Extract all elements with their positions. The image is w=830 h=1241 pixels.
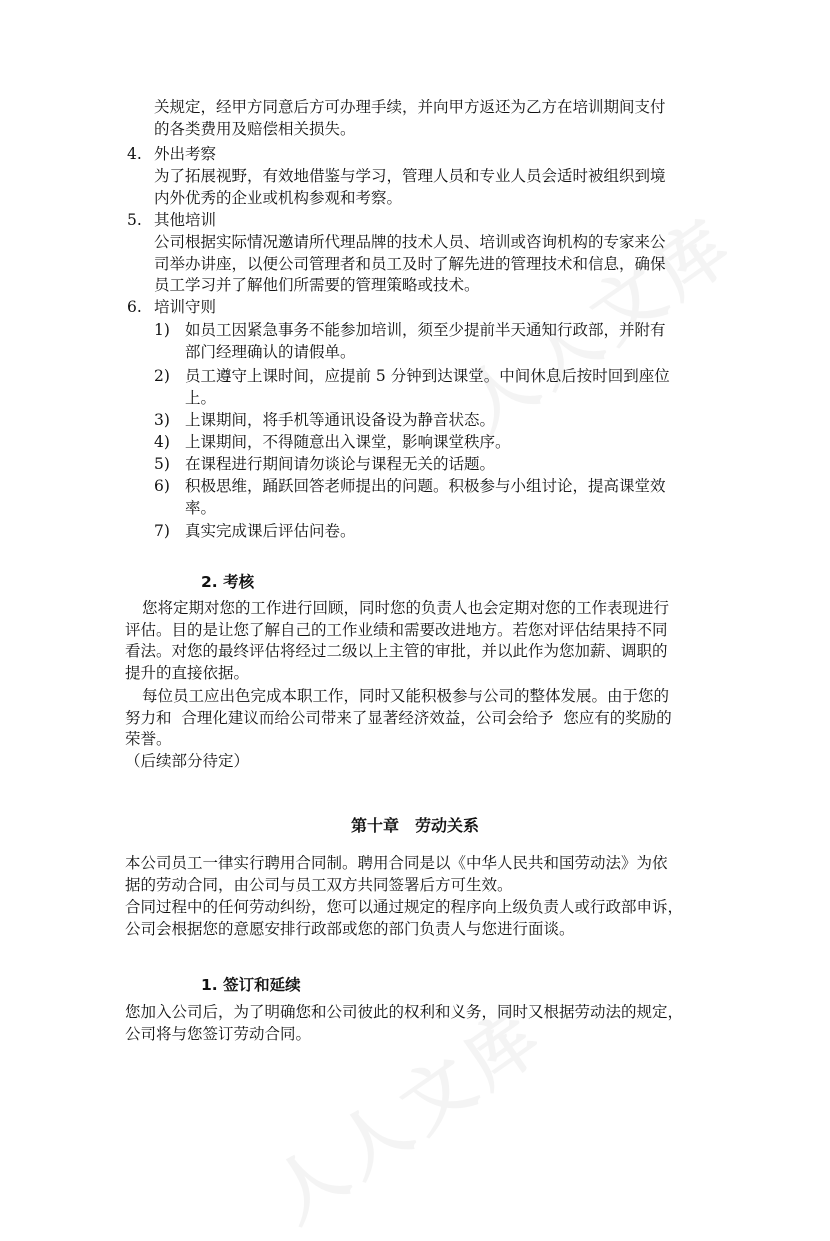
section-5-heading: 5. 其他培训 — [127, 211, 217, 229]
rule-item-cont: 率。 — [185, 499, 217, 517]
rule-item-cont: 上。 — [185, 389, 217, 407]
rule-item: 5) 在课程进行期间请勿谈论与课程无关的话题。 — [154, 455, 496, 473]
rule-item: 2) 员工遵守上课时间，应提前 5 分钟到达课堂。中间休息后按时回到座位 — [154, 367, 670, 385]
rule-item: 3) 上课期间，将手机等通讯设备设为静音状态。 — [154, 411, 496, 429]
rule-item: 6) 积极思维，踊跃回答老师提出的问题。积极参与小组讨论，提高课堂效 — [154, 477, 666, 495]
signing-paragraph: 您加入公司后，为了明确您和公司彼此的权利和义务，同时又根据劳动法的规定， 公司将与您签订劳动合同。 — [125, 1003, 684, 1043]
assessment-paragraph-2: 每位员工应出色完成本职工作，同时又能积极参与公司的整体发展。由于您的 努力和 合理化建议而给公司带来了显著经济效益，公司会给予 您应有的奖励的 荣誉。 — [125, 687, 672, 749]
section-heading-assessment: 2. 考核 — [201, 573, 255, 591]
chapter-paragraph-1: 本公司员工一律实行聘用合同制。聘用合同是以《中华人民共和国劳动法》为依 据的劳动合同，由公司与员工双方共同签署后方可生效。 — [125, 854, 668, 894]
chapter-paragraph-2: 合同过程中的任何劳动纠纷，您可以通过规定的程序向上级负责人或行政部申诉， 公司会根据您的意愿安排行政部或您的部门负责人与您进行面谈。 — [125, 898, 684, 938]
section-6-heading: 6. 培训守则 — [127, 298, 217, 316]
assessment-paragraph-1: 您将定期对您的工作进行回顾，同时您的负责人也会定期对您的工作表现进行 评估。目的是让您了解自己的工作业绩和需要改进地方。若您对评估结果持不同 看法。对您的最终评估将经过二级以上主管的审批，并以此作为您加薪、调职的 提升的直接依据。 — [125, 599, 670, 683]
section-4-heading: 4. 外出考察 — [127, 145, 217, 163]
section-4-body: 为了拓展视野，有效地借鉴与学习，管理人员和专业人员会适时被组织到境 内外优秀的企业或机构参观和考察。 — [154, 167, 666, 207]
rule-item-cont: 部门经理确认的请假单。 — [185, 343, 356, 361]
pending-note: （后续部分待定） — [125, 752, 250, 770]
section-heading-signing: 1. 签订和延续 — [201, 976, 301, 994]
chapter-title: 第十章 劳动关系 — [350, 816, 479, 835]
rule-item: 4) 上课期间，不得随意出入课堂，影响课堂秩序。 — [154, 433, 511, 451]
rule-item: 1) 如员工因紧急事务不能参加培训，须至少提前半天通知行政部，并附有 — [154, 321, 666, 339]
continuation-paragraph: 关规定，经甲方同意后方可办理手续，并向甲方返还为乙方在培训期间支付 的各类费用及赔偿相关损失。 — [154, 98, 666, 138]
rule-item: 7) 真实完成课后评估问卷。 — [154, 522, 356, 540]
section-5-body: 公司根据实际情况邀请所代理品牌的技术人员、培训或咨询机构的专家来公 司举办讲座，以便公司管理者和员工及时了解先进的管理技术和信息，确保 员工学习并了解他们所需要的管理策略或技术。 — [154, 233, 666, 295]
